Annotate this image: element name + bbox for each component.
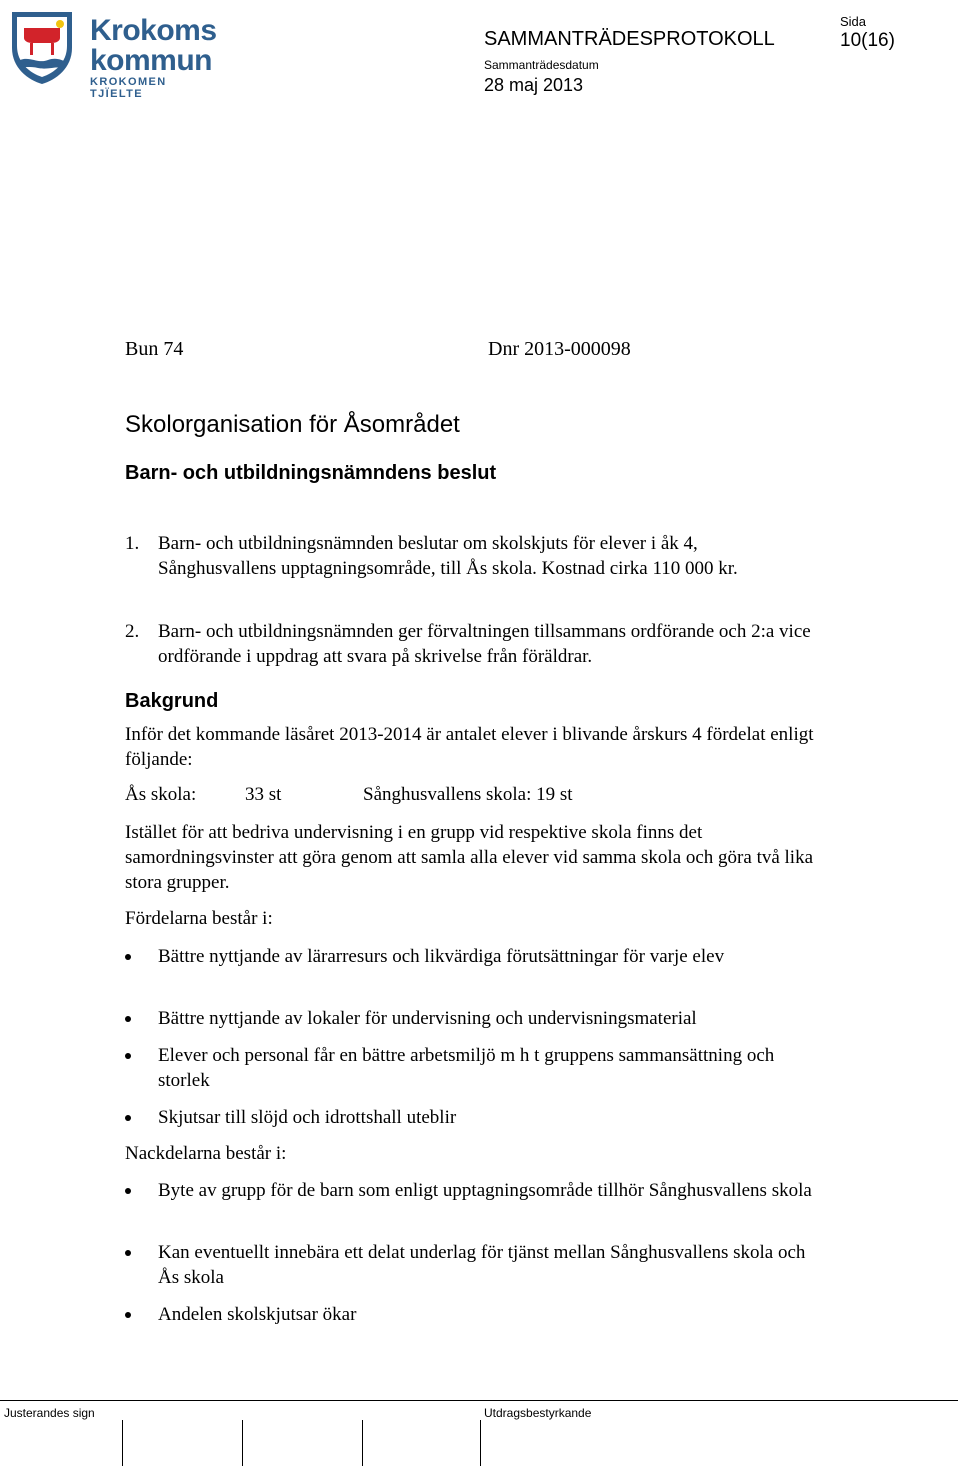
sign-label: Justerandes sign [4,1406,95,1420]
bullet-icon [125,1115,131,1121]
signature-box-divider [122,1420,123,1466]
list-item-text: Bättre nyttjande av lärarresurs och likvärdiga förutsättningar för varje elev [158,946,725,967]
case-number: Bun 74 [125,338,184,360]
background-heading: Bakgrund [125,690,219,712]
list-item [125,1105,815,1130]
list-item [125,1240,815,1290]
list-item-text: Byte av grupp för de barn som enligt upptagningsområde tillhör Sånghusvallens skola [158,1180,812,1201]
list-item [125,944,815,969]
extract-label: Utdragsbestyrkande [484,1406,592,1420]
diary-number: Dnr 2013-000098 [488,338,631,360]
decision-item-number: 1. [125,533,140,554]
municipality-logo [8,8,217,100]
logo-line-3: KROKOMEN TJÏELTE [90,76,167,100]
signature-box-divider [362,1420,363,1466]
cons-heading: Nackdelarna består i: [125,1143,287,1164]
document-type: SAMMANTRÄDESPROTOKOLL [484,28,775,50]
list-item [125,1043,815,1093]
decision-item [125,619,815,669]
list-item [125,1302,815,1327]
page-title: Skolorganisation för Åsområdet [125,411,460,438]
as-school-label: Ås skola: [125,784,197,805]
as-school-count: 33 st [245,784,282,805]
list-item [125,1178,815,1203]
list-item [125,1006,815,1031]
logo-line-1: Krokoms [90,14,217,47]
background-paragraph: Istället för att bedriva undervisning i en grupp vid respektive skola finns det samordningsvinster att göra genom att samla alla elever vid samma skola och göra två lika stora grupper. [125,822,814,893]
logo-line-2: kommun [90,44,213,77]
list-item-text: Kan eventuellt innebära ett delat underlag för tjänst mellan Sånghusvallens skola och Ås skola [158,1242,806,1288]
decision-item [125,531,815,581]
bullet-icon [125,1053,131,1059]
decision-heading: Barn- och utbildningsnämndens beslut [125,462,497,484]
bullet-icon [125,954,131,960]
decision-item-text: Barn- och utbildningsnämnden beslutar om skolskjuts för elever i åk 4, Sånghusvallens upptagningsområde, till Ås skola. Kostnad cirka 110 000 kr. [158,533,738,579]
list-item-text: Andelen skolskjutsar ökar [158,1304,357,1325]
bullet-icon [125,1312,131,1318]
pros-heading: Fördelarna består i: [125,908,273,929]
signature-box-divider [242,1420,243,1466]
bullet-icon [125,1188,131,1194]
signature-box-divider [480,1420,481,1466]
bullet-icon [125,1250,131,1256]
meeting-date: 28 maj 2013 [484,75,584,95]
coat-of-arms-icon [8,8,76,86]
list-item-text: Elever och personal får en bättre arbetsmiljö m h t gruppens sammansättning och storlek [158,1045,775,1091]
signature-footer [0,1400,958,1469]
background-intro: Inför det kommande läsåret 2013-2014 är antalet elever i blivande årskurs 4 fördelat enligt följande: [125,724,814,770]
sanghusvallen-count: Sånghusvallens skola: 19 st [363,784,573,805]
list-item-text: Bättre nyttjande av lokaler för undervisning och undervisningsmaterial [158,1008,697,1029]
page-label: Sida [840,14,867,29]
decision-item-number: 2. [125,621,140,642]
page-number: 10(16) [840,30,895,51]
meeting-date-label: Sammanträdesdatum [484,58,599,72]
decision-item-text: Barn- och utbildningsnämnden ger förvaltningen tillsammans ordförande och 2:a vice ordförande i uppdrag att svara på skrivelse från föräldrar. [158,621,811,667]
list-item-text: Skjutsar till slöjd och idrottshall uteblir [158,1107,457,1128]
bullet-icon [125,1016,131,1022]
